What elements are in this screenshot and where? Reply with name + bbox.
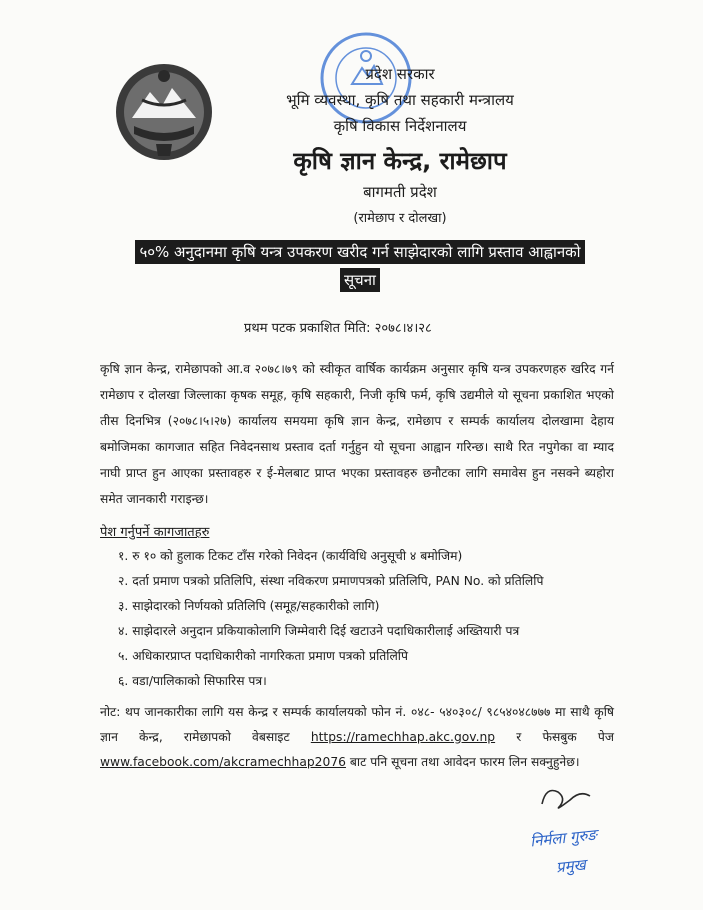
header-line-1: प्रदेश सरकार: [365, 65, 435, 83]
note-text-3: बाट पनि सूचना तथा आवेदन फारम लिन सक्नुहुनेछ।: [345, 755, 580, 769]
note-text-2: र फेसबुक पेज: [495, 730, 614, 744]
notice-title-text-2: सूचना: [340, 268, 380, 292]
signature-icon: [536, 778, 596, 818]
note-text-1: नोट: थप जानकारीका लागि यस केन्द्र र सम्पर्क कार्यालयको फोन नं. ०४८- ५४०३०८/ ९८५४०४८७७७ मा साथै कृषि ज्ञान केन्द्र, रामेछापको वेबसाइट: [100, 705, 614, 744]
website-link[interactable]: https://ramechhap.akc.gov.np: [310, 730, 496, 744]
header-line-3: कृषि विकास निर्देशनालय: [333, 117, 467, 135]
notice-body: कृषि ज्ञान केन्द्र, रामेछापको आ.व २०७८।७९ को स्वीकृत वार्षिक कार्यक्रम अनुसार कृषि यन्त्र उपकरणहरु खरिद गर्न रामेछाप र दोलखा जिल्लाका कृषक समूह, कृषि सहकारी, निजी कृषि फर्म, कृषि उद्यमीले यो सूचना प्रकाशित भएको तीस दिनभित्र (२०७८।५।२७) कार्यालय समयमा कृषि ज्ञान केन्द्र, रामेछाप र सम्पर्क कार्यालय दोलखामा देहाय बमोजिमका कागजात सहित निवेदनसाथ प्रस्ताव दर्ता गर्नुहुन यो सूचना आह्वान गरिन्छ। साथै रित नपुगेका वा म्याद नाघी प्राप्त हुन आएका प्रस्तावहरु र ई-मेलबाट प्राप्त भएका प्रस्तावहरु छनौटका लागि समावेस हुन नसक्ने ब्यहोरा समेत जानकारी गराइन्छ।: [100, 362, 614, 506]
header-line-2: भूमि व्यवस्था, कृषि तथा सहकारी मन्त्रालय: [286, 91, 514, 109]
header-line-5: बागमती प्रदेश: [363, 183, 437, 201]
notice-title-line-2: [100, 270, 620, 290]
requirements-list: [118, 544, 618, 694]
note-paragraph: [100, 700, 614, 775]
facebook-link[interactable]: www.facebook.com/akcramechhap2076: [100, 755, 346, 769]
requirement-item: १. रु १० को हुलाक टिकट टाँस गरेको निवेदन (कार्यविधि अनुसूची ४ बमोजिम): [118, 549, 463, 563]
header-line-6: (रामेछाप र दोलखा): [353, 211, 447, 226]
signatory-role: प्रमुख: [555, 855, 587, 877]
published-date: प्रथम पटक प्रकाशित मिति: २०७८।४।२८: [244, 321, 432, 336]
requirement-item: ५. अधिकारप्राप्त पदाधिकारीको नागरिकता प्रमाण पत्रको प्रतिलिपि: [118, 649, 408, 663]
notice-title-line-1: [100, 242, 620, 262]
requirement-item: ४. साझेदारले अनुदान प्रकियाकोलागि जिम्मेवारी दिई खटाउने पदाधिकारीलाई अख्तियारी पत्र: [118, 624, 520, 638]
signatory-name: निर्मला गुरुङ: [529, 825, 598, 851]
notice-title-text-1: ५०% अनुदानमा कृषि यन्त्र उपकरण खरीद गर्न साझेदारको लागि प्रस्ताव आह्वानको: [135, 240, 584, 264]
requirement-item: २. दर्ता प्रमाण पत्रको प्रतिलिपि, संस्था नविकरण प्रमाणपत्रको प्रतिलिपि, PAN No. को प्रतिलिपि: [118, 574, 544, 588]
requirement-item: ६. वडा/पालिकाको सिफारिस पत्र।: [118, 674, 267, 688]
requirements-heading: पेश गर्नुपर्ने कागजातहरु: [100, 525, 210, 540]
office-title: कृषि ज्ञान केन्द्र, रामेछाप: [293, 147, 507, 175]
requirement-item: ३. साझेदारको निर्णयको प्रतिलिपि (समूह/सहकारीको लागि): [118, 599, 380, 613]
